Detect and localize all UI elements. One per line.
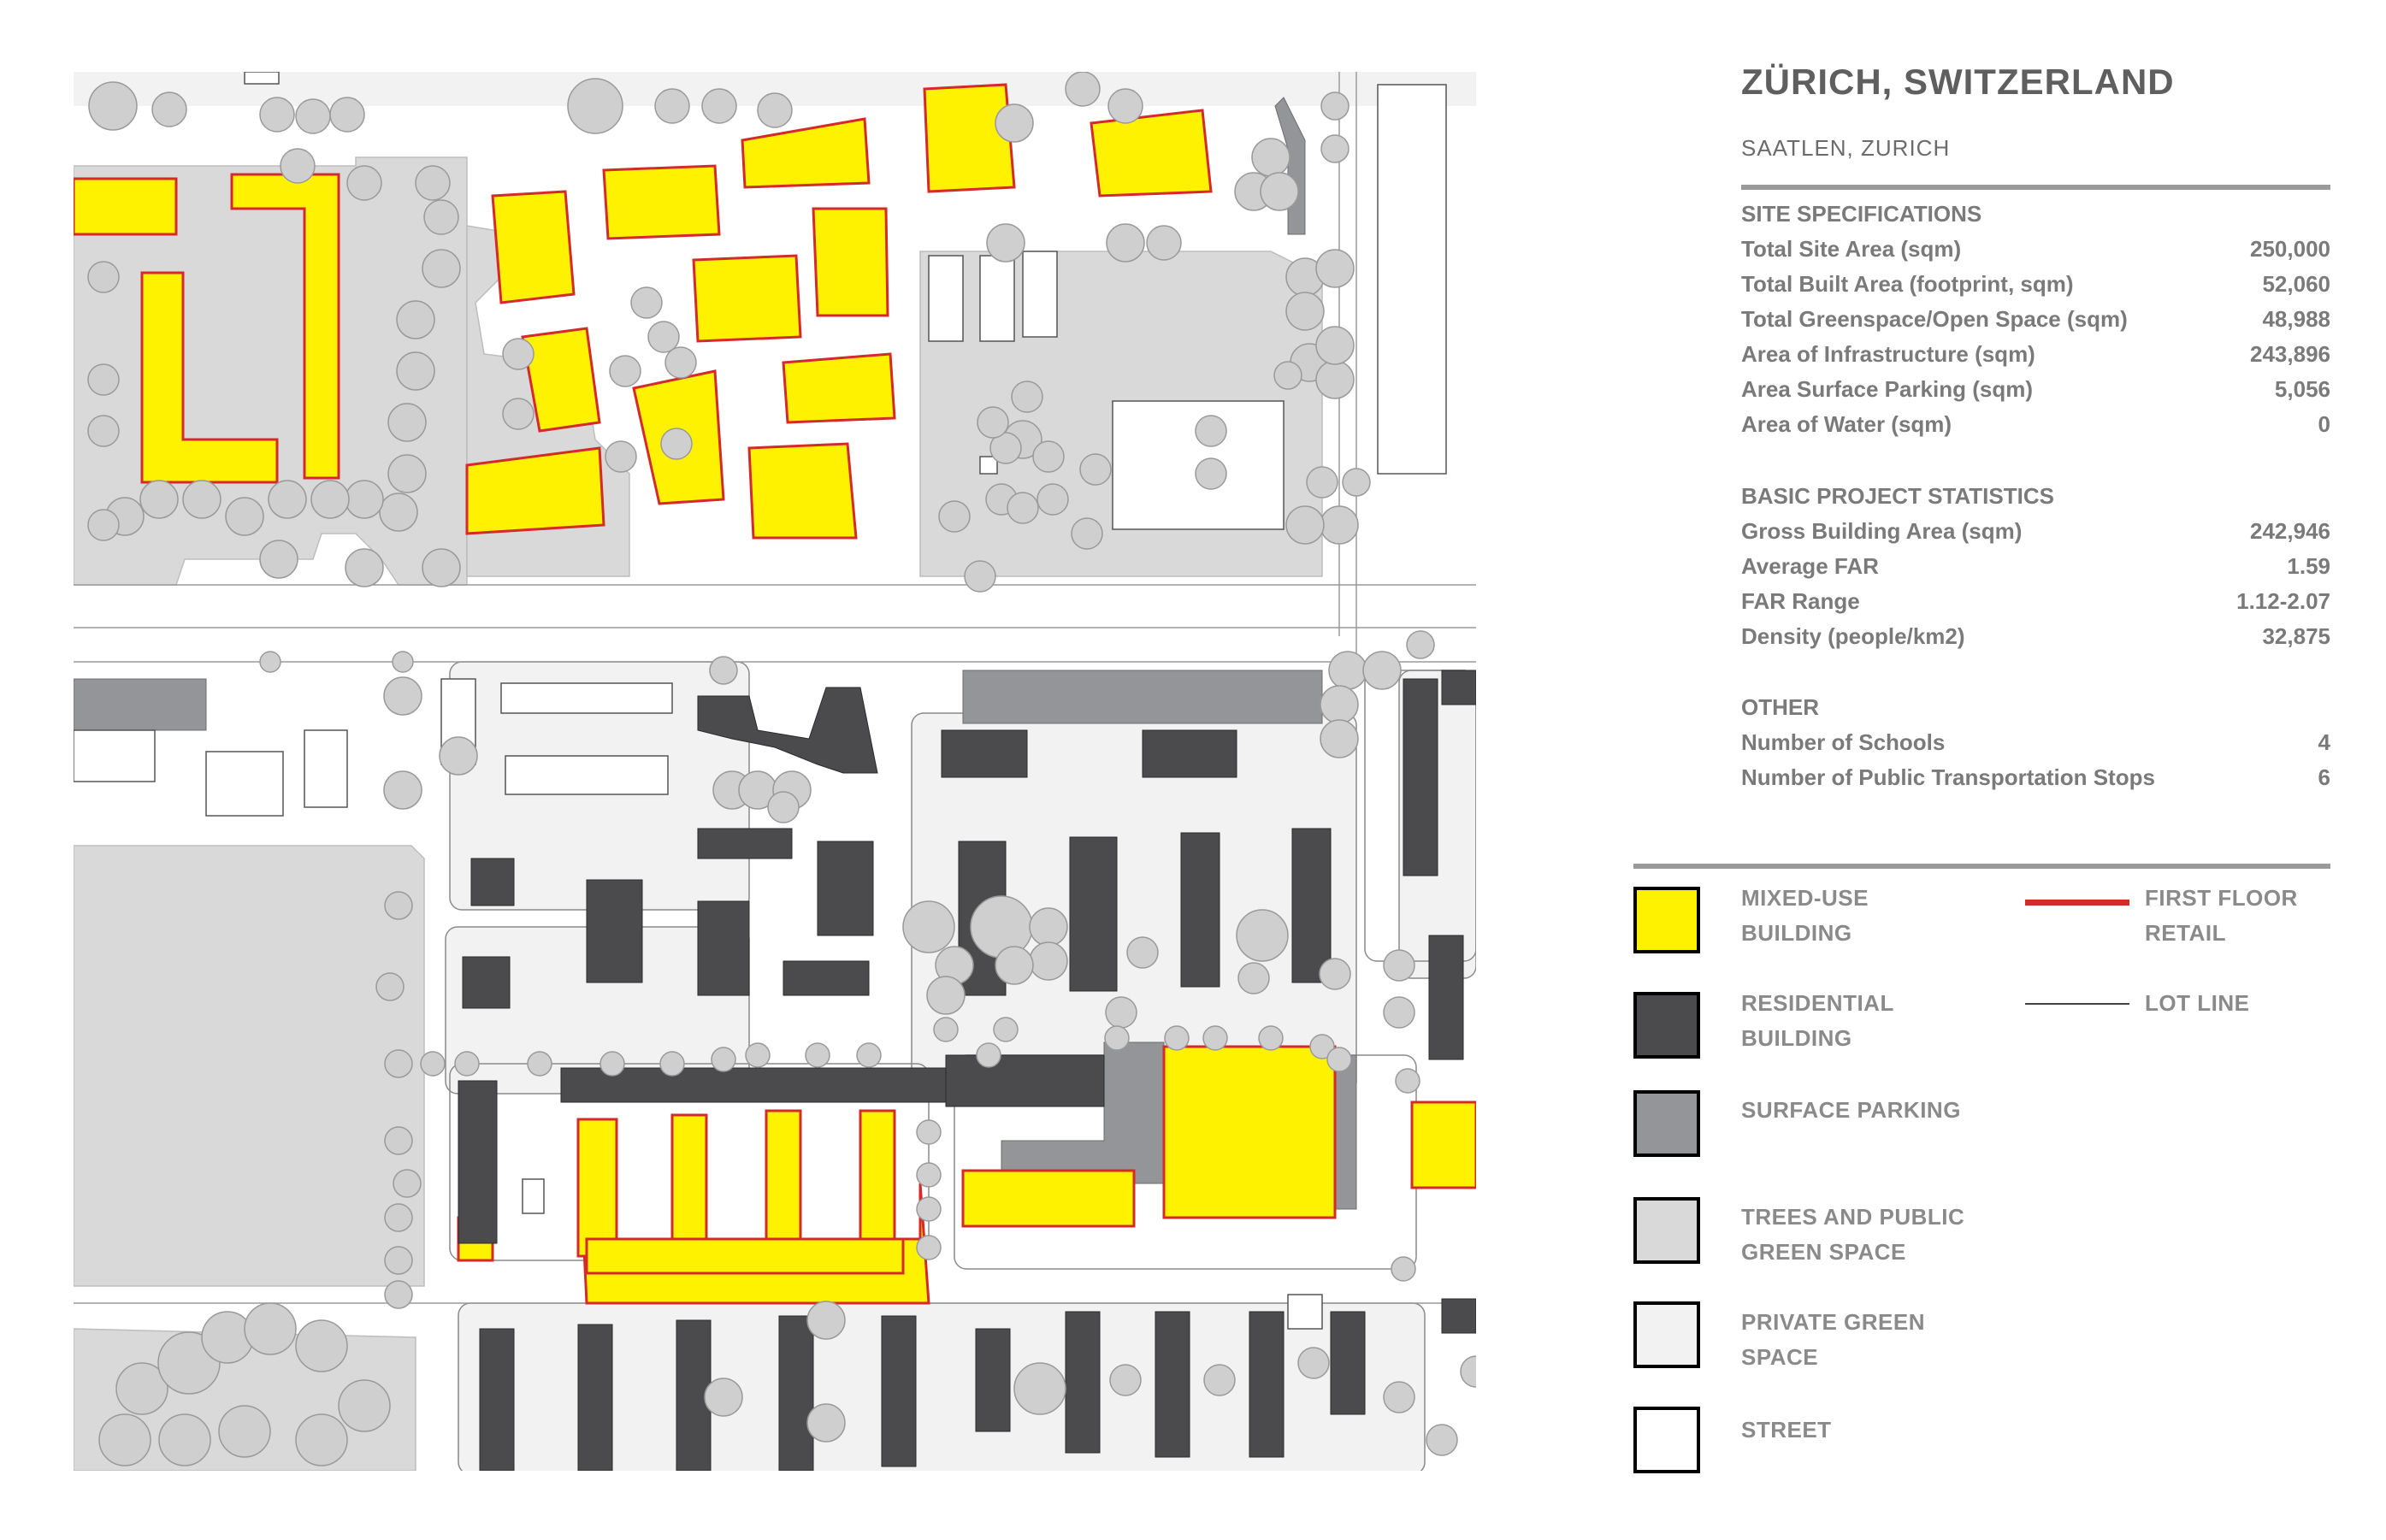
- mu-18: [672, 1115, 706, 1256]
- spec-row: [1741, 232, 2330, 267]
- tree: [1105, 1026, 1129, 1050]
- tree: [1426, 1425, 1457, 1455]
- legend-line: RESIDENTIAL: [1741, 990, 1894, 1016]
- res-8: [471, 859, 514, 906]
- res-7: [818, 841, 873, 935]
- spec-label: Area of Infrastructure (sqm): [1741, 341, 2035, 367]
- page-subtitle: SAATLEN, ZURICH: [1741, 135, 1951, 161]
- tree: [281, 149, 315, 183]
- bldg-4: [501, 683, 672, 713]
- res-3: [1143, 730, 1237, 777]
- tree: [296, 99, 330, 133]
- tree: [746, 1043, 770, 1067]
- row-1: [929, 256, 963, 341]
- tree: [712, 1047, 735, 1071]
- legend-line: SPACE: [1741, 1344, 1819, 1370]
- stat-value: 1.12-2.07: [2236, 588, 2330, 614]
- tree: [1316, 327, 1354, 364]
- tree: [380, 493, 417, 531]
- res-31: [1442, 1299, 1476, 1333]
- res-11: [783, 961, 869, 995]
- stat-value: 32,875: [2262, 623, 2330, 649]
- tree: [927, 977, 965, 1014]
- legend-line: BUILDING: [1741, 1025, 1852, 1051]
- tree: [1072, 518, 1102, 549]
- basic-statistics-heading: BASIC PROJECT STATISTICS: [1741, 483, 2054, 509]
- legend-line: GREEN SPACE: [1741, 1239, 1906, 1265]
- tree: [1407, 631, 1434, 658]
- tree: [1327, 1047, 1351, 1071]
- tree: [422, 250, 460, 287]
- legend-swatch-mixed-use: [1633, 887, 1700, 953]
- tree: [1320, 506, 1358, 544]
- tree: [600, 1052, 624, 1076]
- spec-row: [1741, 407, 2330, 442]
- mu-10: [694, 256, 800, 341]
- tree: [1391, 1257, 1415, 1281]
- bldg-7: [1288, 1295, 1322, 1329]
- parking-2: [963, 670, 1322, 723]
- tree: [1203, 1026, 1227, 1050]
- legend-line: TREES AND PUBLIC: [1741, 1204, 1965, 1230]
- mu-5: [604, 166, 719, 239]
- tree: [1108, 89, 1143, 123]
- legend-swatch-private-green: [1633, 1301, 1700, 1368]
- green-area-west-mid: [74, 846, 424, 1286]
- spec-row: [1741, 267, 2330, 302]
- tree: [1012, 381, 1042, 412]
- tree: [655, 89, 689, 123]
- tree: [903, 901, 954, 953]
- tree: [1321, 135, 1349, 162]
- stat-value: 1.59: [2287, 553, 2330, 579]
- mu-21: [587, 1239, 903, 1273]
- stat-value: 242,946: [2250, 518, 2330, 544]
- legend-divider: [1633, 864, 2330, 869]
- parking-1: [74, 679, 206, 730]
- res-24: [779, 1316, 813, 1471]
- tree: [994, 1018, 1018, 1041]
- tree: [384, 677, 422, 715]
- tree: [388, 404, 426, 441]
- res-25: [882, 1316, 916, 1466]
- tree: [610, 356, 641, 386]
- mu-9: [813, 209, 888, 316]
- spec-value: 0: [2318, 411, 2330, 437]
- tree: [345, 549, 383, 587]
- tree: [661, 428, 692, 459]
- tree: [917, 1236, 941, 1260]
- other-value: 4: [2318, 729, 2330, 755]
- tree: [806, 1043, 830, 1067]
- legend-label-lot-line: [2145, 986, 2249, 1021]
- tree: [1307, 467, 1338, 498]
- other-row: [1741, 760, 2330, 795]
- tree: [1066, 72, 1100, 106]
- other-row: [1741, 725, 2330, 760]
- tree: [384, 771, 422, 809]
- legend-swatch-residential: [1633, 992, 1700, 1059]
- tree: [1107, 224, 1144, 262]
- tree: [88, 262, 119, 292]
- tree: [1259, 1026, 1283, 1050]
- tree: [1316, 361, 1354, 398]
- spec-label: Area Surface Parking (sqm): [1741, 376, 2034, 402]
- tree: [1080, 454, 1111, 485]
- bldg-1: [206, 752, 283, 816]
- legend-label-surface-parking: [1741, 1093, 1961, 1128]
- tree: [995, 947, 1033, 984]
- tree: [807, 1301, 845, 1339]
- tree: [1147, 226, 1181, 260]
- tree: [1261, 173, 1298, 210]
- tree: [440, 737, 477, 775]
- mu-15: [749, 444, 856, 538]
- tree: [1320, 686, 1358, 723]
- tree: [503, 339, 534, 369]
- tree: [330, 97, 364, 132]
- legend-line: RETAIL: [2145, 920, 2226, 946]
- tree: [1030, 942, 1067, 980]
- tree: [385, 1247, 412, 1274]
- east-tall-building: [1378, 85, 1446, 474]
- stat-row: [1741, 584, 2330, 619]
- other-label: Number of Public Transportation Stops: [1741, 764, 2155, 790]
- tree: [260, 540, 298, 578]
- legend-line: MIXED-USE: [1741, 885, 1869, 911]
- tree: [385, 1204, 412, 1231]
- bldg-2: [304, 730, 347, 807]
- res-12: [463, 957, 510, 1008]
- tree: [1316, 250, 1354, 287]
- tree: [1007, 493, 1038, 523]
- tree: [1204, 1365, 1235, 1395]
- page-title: ZÜRICH, SWITZERLAND: [1741, 62, 2175, 102]
- tree: [807, 1404, 845, 1442]
- tree: [1274, 362, 1302, 389]
- spec-row: [1741, 372, 2330, 407]
- legend-label-mixed-use: [1741, 881, 1869, 951]
- tree: [1238, 963, 1269, 994]
- mu-17: [578, 1119, 617, 1256]
- tree: [568, 79, 623, 133]
- legend-swatch-first-floor-retail: [2025, 900, 2129, 906]
- tree: [1396, 1069, 1420, 1093]
- bldg-5: [505, 756, 668, 794]
- tree: [605, 441, 636, 472]
- bldg-8: [74, 730, 155, 782]
- tree: [631, 287, 662, 318]
- tree: [140, 481, 178, 518]
- tree: [219, 1406, 270, 1457]
- stat-label: Average FAR: [1741, 553, 1879, 579]
- spec-label: Total Greenspace/Open Space (sqm): [1741, 306, 2128, 332]
- tree: [977, 407, 1008, 438]
- res-21: [480, 1329, 514, 1471]
- res-22: [578, 1325, 612, 1471]
- spec-value: 5,056: [2274, 376, 2330, 402]
- tree: [311, 481, 349, 518]
- tree: [1320, 959, 1350, 989]
- tree: [917, 1163, 941, 1187]
- res-10: [698, 901, 749, 995]
- tree: [1252, 139, 1290, 176]
- stat-row: [1741, 619, 2330, 654]
- tree: [376, 973, 404, 1000]
- tree: [1384, 950, 1414, 981]
- tree: [269, 481, 306, 518]
- basic-statistics: [1741, 479, 2330, 654]
- mu-20: [860, 1111, 895, 1256]
- tree: [152, 92, 186, 127]
- tree: [393, 1170, 421, 1197]
- legend-line: BUILDING: [1741, 920, 1852, 946]
- site-specifications: [1741, 197, 2330, 442]
- tree: [965, 561, 995, 592]
- tree: [1165, 1026, 1189, 1050]
- stat-label: FAR Range: [1741, 588, 1860, 614]
- tree: [1110, 1365, 1141, 1395]
- tree: [1037, 484, 1068, 515]
- spec-value: 48,988: [2262, 306, 2330, 332]
- spec-value: 250,000: [2250, 236, 2330, 262]
- tree: [528, 1052, 552, 1076]
- spec-label: Area of Water (sqm): [1741, 411, 1952, 437]
- other-statistics: [1741, 690, 2330, 795]
- tree: [660, 1052, 684, 1076]
- tree: [388, 455, 426, 493]
- tree: [1286, 292, 1324, 330]
- tree: [345, 481, 383, 518]
- tree: [987, 224, 1025, 262]
- legend-swatch-surface-parking: [1633, 1090, 1700, 1157]
- mu-13: [783, 354, 895, 422]
- tree: [503, 398, 534, 429]
- tree: [917, 1197, 941, 1221]
- tree: [1363, 652, 1401, 689]
- tree: [1196, 416, 1226, 446]
- tree: [1033, 441, 1064, 472]
- tree: [347, 166, 381, 200]
- bldg-9: [245, 72, 279, 84]
- other-heading: OTHER: [1741, 694, 1819, 720]
- tree: [159, 1414, 210, 1466]
- tree: [934, 1018, 958, 1041]
- tree: [710, 657, 737, 684]
- tree: [665, 347, 696, 378]
- legend-label-street: [1741, 1413, 1832, 1448]
- tree: [1384, 997, 1414, 1028]
- legend-swatch-lot-line: [2025, 1003, 2129, 1005]
- spec-row: [1741, 337, 2330, 372]
- stat-label: Density (people/km2): [1741, 623, 1965, 649]
- mu-4: [493, 192, 574, 303]
- spec-label: Total Site Area (sqm): [1741, 236, 1962, 262]
- tree: [768, 792, 799, 823]
- legend-swatch-trees-public: [1633, 1197, 1700, 1264]
- title-divider: [1741, 185, 2330, 190]
- row-3: [1023, 251, 1057, 337]
- tree: [1014, 1363, 1066, 1414]
- mu-24: [1412, 1102, 1476, 1188]
- legend-line: FIRST FLOOR: [2145, 885, 2298, 911]
- tree: [977, 1043, 1001, 1067]
- res-5: [1442, 670, 1476, 705]
- tree: [1286, 506, 1324, 544]
- tree: [422, 549, 460, 587]
- tree: [226, 498, 263, 535]
- spec-label: Total Built Area (footprint, sqm): [1741, 271, 2074, 297]
- bldg-6: [523, 1179, 544, 1213]
- tree: [1196, 458, 1226, 489]
- tree: [397, 301, 434, 339]
- tree: [296, 1320, 347, 1372]
- tree: [1343, 469, 1370, 496]
- legend-line: SURFACE PARKING: [1741, 1097, 1961, 1123]
- res-30: [1331, 1312, 1365, 1414]
- tree: [385, 1127, 412, 1154]
- legend-label-residential: [1741, 986, 1894, 1056]
- tree: [260, 652, 281, 672]
- tree: [88, 364, 119, 395]
- mu-8: [1091, 110, 1211, 196]
- legend-line: PRIVATE GREEN: [1741, 1309, 1926, 1335]
- tree: [995, 104, 1033, 142]
- tree: [339, 1380, 390, 1431]
- tree: [1127, 937, 1158, 968]
- site-map: [74, 72, 1476, 1471]
- res-9: [587, 880, 642, 982]
- legend-line: STREET: [1741, 1417, 1832, 1443]
- res-20: [458, 1081, 497, 1243]
- tree: [88, 416, 119, 446]
- tree: [1384, 1382, 1414, 1413]
- res-28: [1155, 1312, 1190, 1457]
- legend-label-first-floor-retail: [2145, 881, 2298, 951]
- res-6: [698, 829, 792, 859]
- mu-7: [924, 85, 1014, 192]
- spec-row: [1741, 302, 2330, 337]
- spec-value: 52,060: [2262, 271, 2330, 297]
- res-2: [942, 730, 1027, 777]
- other-label: Number of Schools: [1741, 729, 1946, 755]
- spec-value: 243,896: [2250, 341, 2330, 367]
- tree: [705, 1378, 742, 1416]
- tree: [183, 481, 221, 518]
- res-26: [976, 1329, 1010, 1431]
- tree: [397, 352, 434, 390]
- tree: [857, 1043, 881, 1067]
- site-specifications-heading: SITE SPECIFICATIONS: [1741, 201, 1982, 227]
- res-16: [1292, 829, 1331, 982]
- tree: [702, 89, 736, 123]
- res-17: [1429, 935, 1463, 1059]
- tree: [1030, 908, 1067, 946]
- tree: [1237, 910, 1288, 961]
- res-27: [1066, 1312, 1100, 1453]
- mu-23: [1164, 1047, 1335, 1218]
- tree: [1298, 1348, 1329, 1378]
- tree: [296, 1414, 347, 1466]
- tree: [1320, 720, 1358, 758]
- tree: [939, 501, 970, 532]
- legend-label-private-green: [1741, 1305, 1925, 1375]
- res-14: [1070, 837, 1117, 991]
- tree: [385, 1050, 412, 1077]
- tree: [385, 892, 412, 919]
- legend-label-trees-public: [1741, 1200, 1964, 1270]
- tree: [88, 510, 119, 540]
- tree: [89, 82, 137, 130]
- tree: [455, 1052, 479, 1076]
- tree: [758, 93, 792, 127]
- res-29: [1249, 1312, 1284, 1457]
- stat-label: Gross Building Area (sqm): [1741, 518, 2023, 544]
- res-19: [946, 1055, 1104, 1106]
- legend-swatch-street: [1633, 1407, 1700, 1473]
- tree: [260, 97, 294, 132]
- mu-19: [766, 1111, 800, 1256]
- res-4: [1403, 679, 1438, 876]
- tree: [1329, 652, 1367, 689]
- tree: [416, 166, 450, 200]
- tree: [385, 1281, 412, 1308]
- tree: [99, 1414, 151, 1466]
- res-15: [1181, 833, 1220, 987]
- tree: [424, 200, 458, 234]
- tree: [421, 1052, 445, 1076]
- tree: [917, 1120, 941, 1144]
- tree: [245, 1303, 296, 1354]
- other-value: 6: [2318, 764, 2330, 790]
- legend-line: LOT LINE: [2145, 990, 2250, 1016]
- tree: [648, 322, 679, 352]
- stat-row: [1741, 514, 2330, 549]
- row-2: [980, 256, 1014, 341]
- tree: [393, 652, 413, 672]
- stat-row: [1741, 549, 2330, 584]
- tree: [1106, 997, 1137, 1028]
- tree: [1321, 92, 1349, 120]
- mu-22: [963, 1171, 1134, 1226]
- mu-1: [74, 179, 176, 234]
